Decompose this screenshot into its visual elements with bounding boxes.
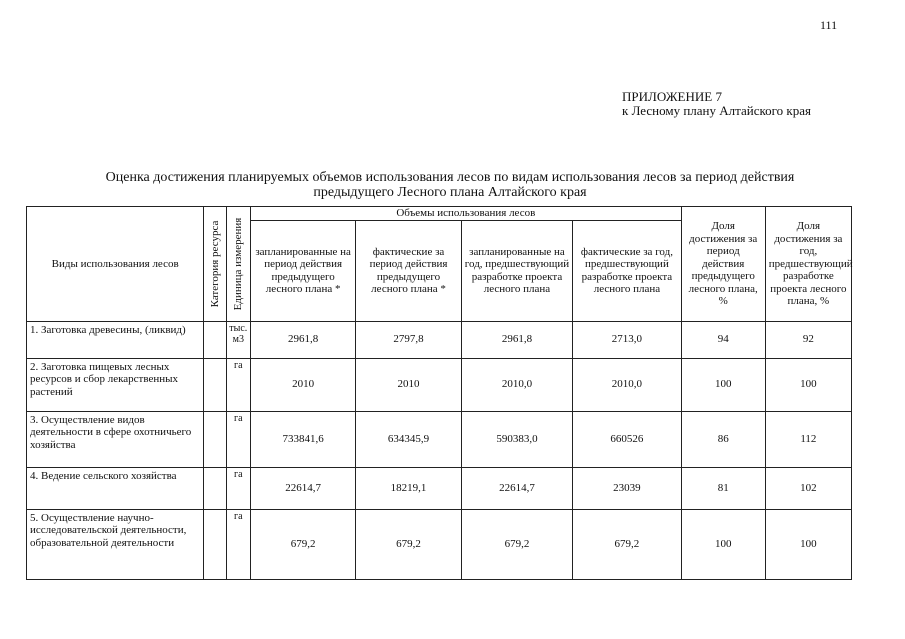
- row-name: 1. Заготовка древесины, (ликвид): [27, 321, 204, 358]
- header-category: [204, 207, 226, 322]
- header-planned-year: запланированные на год, предшествующий разработке проекта лесного плана: [461, 220, 572, 321]
- row-share-year: 112: [765, 411, 851, 467]
- row-planned-period: 22614,7: [250, 467, 355, 509]
- header-unit-label: Единица измерения: [232, 217, 245, 311]
- table-row: [27, 358, 852, 411]
- forest-use-table: [26, 206, 852, 580]
- header-share-period: Доля достижения за период действия предыдущего лесного плана, %: [681, 207, 765, 322]
- row-actual-year: 2010,0: [573, 358, 681, 411]
- row-share-period: 100: [681, 358, 765, 411]
- row-category: [204, 509, 226, 579]
- row-share-period: 86: [681, 411, 765, 467]
- appendix-number: ПРИЛОЖЕНИЕ 7: [622, 89, 722, 104]
- row-category: [204, 411, 226, 467]
- row-share-period: 100: [681, 509, 765, 579]
- row-unit: тыс. м3: [226, 321, 250, 358]
- row-actual-period: 18219,1: [356, 467, 461, 509]
- row-planned-period: 733841,6: [250, 411, 355, 467]
- header-unit: [226, 207, 250, 322]
- row-planned-period: 2010: [250, 358, 355, 411]
- row-share-period: 81: [681, 467, 765, 509]
- row-name: 3. Осуществление видов деятельности в сфере охотничьего хозяйства: [27, 411, 204, 467]
- page-number: 111: [820, 18, 838, 32]
- row-name: 4. Ведение сельского хозяйства: [27, 467, 204, 509]
- row-planned-period: 2961,8: [250, 321, 355, 358]
- row-unit: га: [226, 358, 250, 411]
- table-row: [27, 321, 852, 358]
- row-name: 5. Осуществление научно-исследовательской деятельности, образовательной деятельности: [27, 509, 204, 579]
- appendix-heading: [622, 90, 811, 118]
- table-row: [27, 467, 852, 509]
- row-actual-year: 660526: [573, 411, 681, 467]
- header-category-label: Категория ресурса: [208, 220, 221, 308]
- appendix-reference: к Лесному плану Алтайского края: [622, 103, 811, 118]
- row-share-year: 92: [765, 321, 851, 358]
- document-title-line-1: Оценка достижения планируемых объемов использования лесов по видам использования лесов за период действия: [105, 170, 795, 185]
- row-actual-period: 2010: [356, 358, 461, 411]
- row-planned-period: 679,2: [250, 509, 355, 579]
- row-planned-year: 2961,8: [461, 321, 572, 358]
- row-unit: га: [226, 411, 250, 467]
- row-category: [204, 358, 226, 411]
- document-title-line-2: предыдущего Лесного плана Алтайского края: [313, 185, 587, 200]
- row-unit: га: [226, 509, 250, 579]
- row-category: [204, 321, 226, 358]
- row-name: 2. Заготовка пищевых лесных ресурсов и сбор лекарственных растений: [27, 358, 204, 411]
- header-actual-period: фактические за период действия предыдущего лесного плана *: [356, 220, 461, 321]
- row-planned-year: 590383,0: [461, 411, 572, 467]
- header-planned-period: запланированные на период действия предыдущего лесного плана *: [250, 220, 355, 321]
- row-planned-year: 22614,7: [461, 467, 572, 509]
- row-unit: га: [226, 467, 250, 509]
- table-row: [27, 411, 852, 467]
- row-planned-year: 2010,0: [461, 358, 572, 411]
- row-actual-period: 634345,9: [356, 411, 461, 467]
- header-share-year: Доля достижения за год, предшествующий разработке проекта лесного плана, %: [765, 207, 851, 322]
- row-share-year: 100: [765, 358, 851, 411]
- header-actual-year: фактические за год, предшествующий разработке проекта лесного плана: [573, 220, 681, 321]
- row-actual-period: 679,2: [356, 509, 461, 579]
- header-volumes: Объемы использования лесов: [250, 207, 681, 221]
- row-share-year: 100: [765, 509, 851, 579]
- row-actual-period: 2797,8: [356, 321, 461, 358]
- table-row: [27, 509, 852, 579]
- row-actual-year: 679,2: [573, 509, 681, 579]
- row-actual-year: 2713,0: [573, 321, 681, 358]
- row-share-period: 94: [681, 321, 765, 358]
- row-category: [204, 467, 226, 509]
- header-kind: Виды использования лесов: [27, 207, 204, 322]
- row-actual-year: 23039: [573, 467, 681, 509]
- row-share-year: 102: [765, 467, 851, 509]
- row-planned-year: 679,2: [461, 509, 572, 579]
- document-title: [60, 170, 840, 200]
